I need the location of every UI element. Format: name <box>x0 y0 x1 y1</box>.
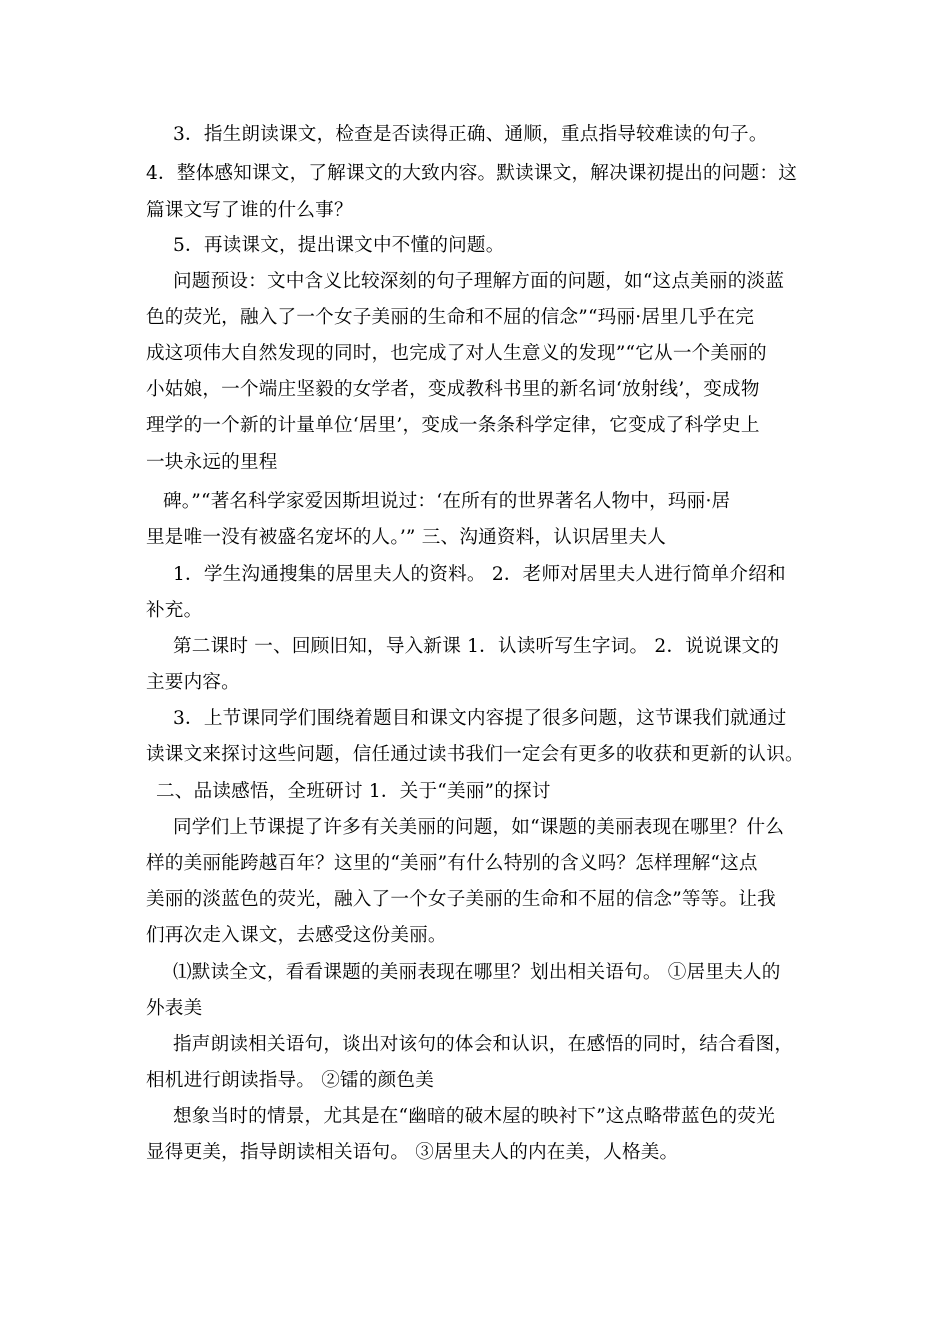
text-line: 小姑娘，一个端庄坚毅的女学者，变成教科书里的新名词‘放射线’，变成物 <box>146 379 760 400</box>
text-line: 样的美丽能跨越百年？这里的“美丽”有什么特别的含义吗？怎样理解“这点 <box>146 853 758 874</box>
text-line: 一块永远的里程 <box>146 452 278 473</box>
text-line: 里是唯一没有被盛名宠坏的人。’” 三、沟通资料，认识居里夫人 <box>146 527 667 548</box>
text-line: 们再次走入课文，去感受这份美丽。 <box>146 925 447 946</box>
text-line: 主要内容。 <box>146 672 240 693</box>
text-line: 篇课文写了谁的什么事？ <box>146 200 353 221</box>
text-line: 5．再读课文，提出课文中不懂的问题。 <box>173 235 505 256</box>
text-line: 同学们上节课提了许多有关美丽的问题，如“课题的美丽表现在哪里？什么 <box>173 817 785 838</box>
text-line: 4．整体感知课文，了解课文的大致内容。默读课文，解决课初提出的问题：这 <box>146 163 798 184</box>
text-line: 想象当时的情景，尤其是在“幽暗的破木屋的映衬下”这点略带蓝色的荧光 <box>173 1106 776 1127</box>
text-line: 二、品读感悟，全班研讨 1．关于“美丽”的探讨 <box>156 781 551 802</box>
text-line: 成这项伟大自然发现的同时，也完成了对人生意义的发现”“它从一个美丽的 <box>146 343 767 364</box>
text-line: 色的荧光，融入了一个女子美丽的生命和不屈的信念”“玛丽·居里几乎在完 <box>146 307 755 328</box>
text-line: 3．上节课同学们围绕着题目和课文内容提了很多问题，这节课我们就通过 <box>173 708 787 729</box>
text-line: 读课文来探讨这些问题，信任通过读书我们一定会有更多的收获和更新的认识。 <box>146 744 804 765</box>
text-line: 第二课时 一、回顾旧知，导入新课 1．认读听写生字词。 2．说说课文的 <box>173 636 780 657</box>
text-line: 外表美 <box>146 998 203 1019</box>
text-line: 相机进行朗读指导。 ②镭的颜色美 <box>146 1070 435 1091</box>
text-line: 问题预设：文中含义比较深刻的句子理解方面的问题，如“这点美丽的淡蓝 <box>173 271 785 292</box>
text-line: 3．指生朗读课文，检查是否读得正确、通顺，重点指导较难读的句子。 <box>173 124 768 145</box>
text-line: 1．学生沟通搜集的居里夫人的资料。 2．老师对居里夫人进行简单介绍和 <box>173 564 786 585</box>
text-line: 理学的一个新的计量单位‘居里’，变成一条条科学定律，它变成了科学史上 <box>146 415 760 436</box>
text-line: 指声朗读相关语句，谈出对该句的体会和认识，在感悟的同时，结合看图， <box>173 1034 794 1055</box>
text-line: 美丽的淡蓝色的荧光，融入了一个女子美丽的生命和不屈的信念”等等。让我 <box>146 889 776 910</box>
text-line: 显得更美，指导朗读相关语句。 ③居里夫人的内在美，人格美。 <box>146 1142 679 1163</box>
text-line: 补充。 <box>146 600 203 621</box>
text-line: ⑴默读全文，看看课题的美丽表现在哪里？划出相关语句。 ①居里夫人的 <box>173 962 781 983</box>
text-line: 碑。”“著名科学家爱因斯坦说过：‘在所有的世界著名人物中，玛丽·居 <box>163 491 731 512</box>
